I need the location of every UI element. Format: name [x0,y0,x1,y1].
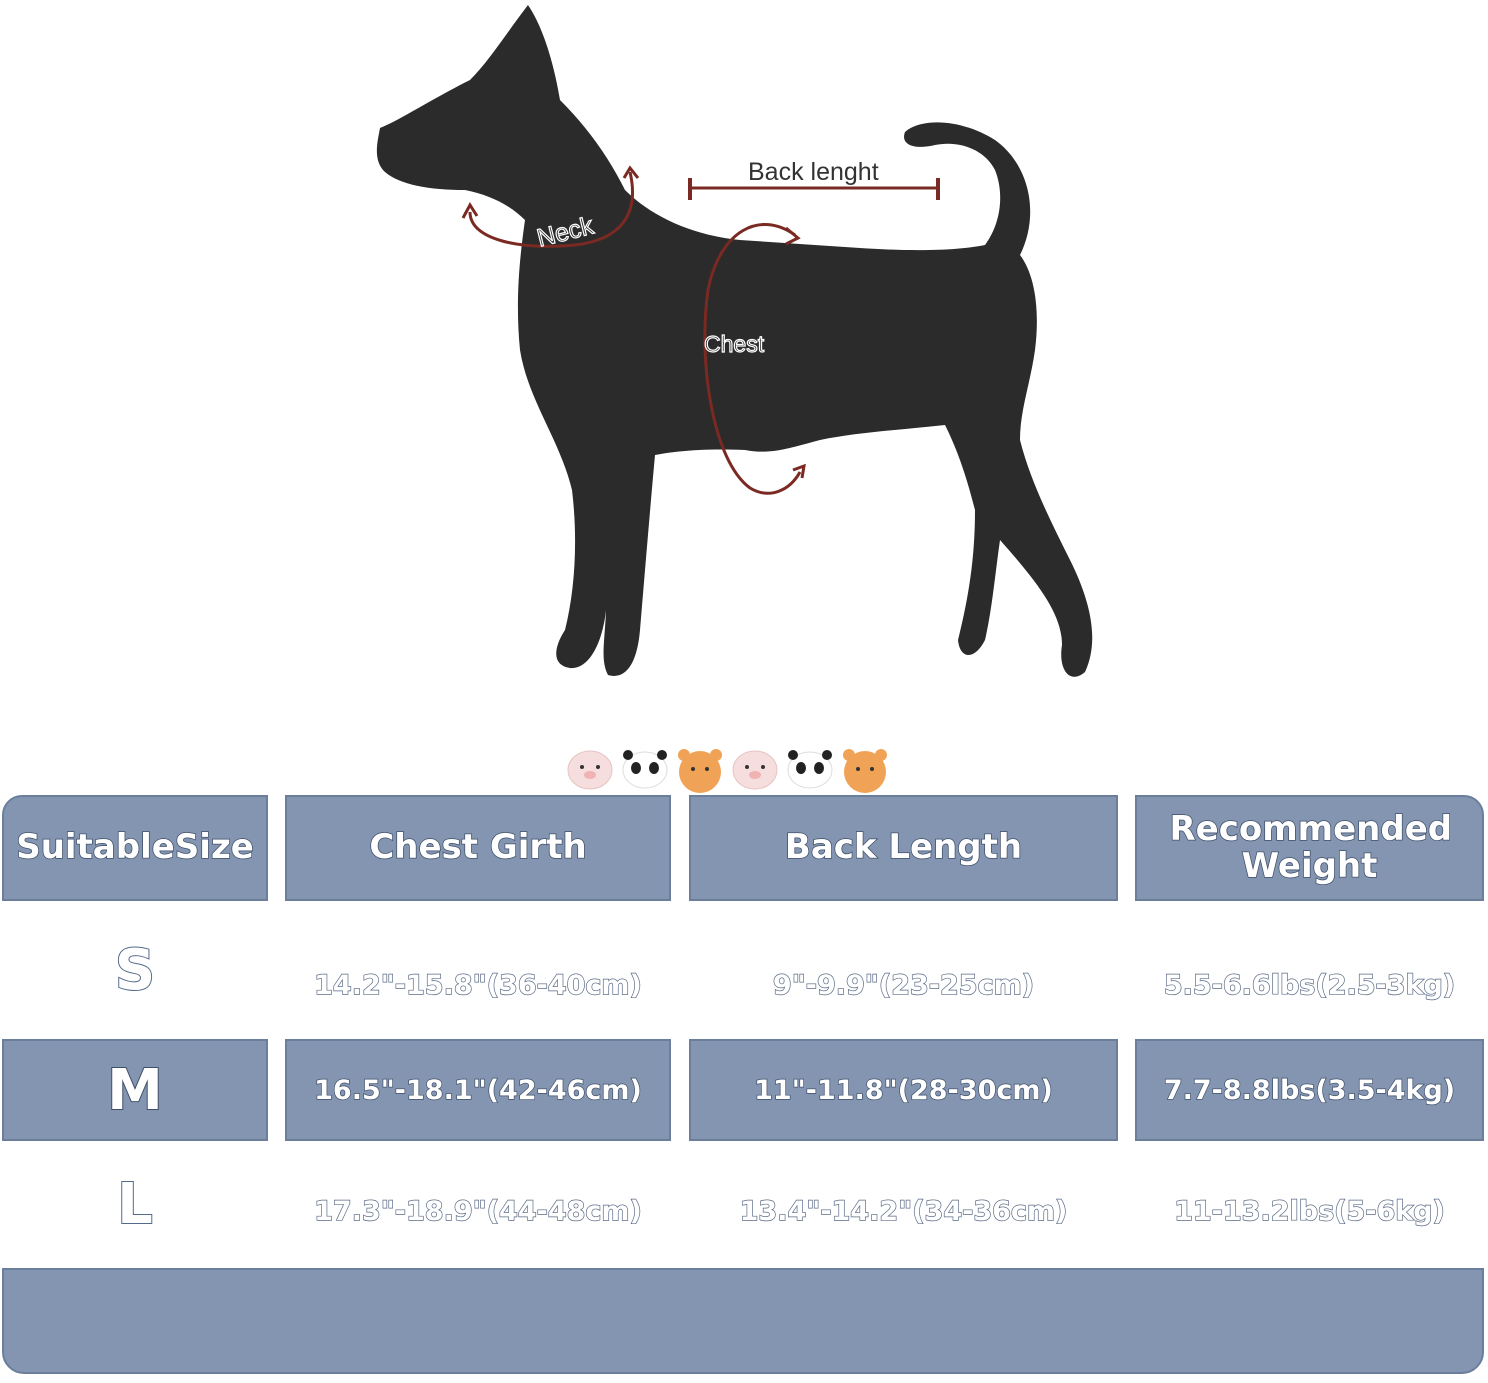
back-length-label: Back lenght [748,158,879,186]
header-recommended-weight-label: Recommended Weight [1169,808,1453,886]
pig-face-icon [733,751,777,789]
row-m-size-cell [2,1039,268,1141]
header-suitable-size-label: SuitableSize [16,827,254,868]
weight-l: 11-13.2lbs(5-6kg) [1174,1196,1445,1227]
row-m-back-cell [689,1039,1118,1141]
back-l: 13.4"-14.2"(34-36cm) [739,1196,1068,1227]
header-back-length-label: Back Length [784,827,1023,868]
chest-s: 14.2"-15.8"(36-40cm) [314,970,642,1001]
size-s: S [114,938,156,1003]
back-m: 11"-11.8"(28-30cm) [754,1074,1053,1106]
pig-face-icon [568,751,612,789]
back-s: 9"-9.9"(23-25cm) [772,970,1035,1001]
chest-label: Chest [704,331,765,357]
row-m-weight-cell [1135,1039,1484,1141]
weight-s: 5.5-6.6lbs(2.5-3kg) [1163,970,1456,1001]
table-footer-bar [2,1268,1484,1374]
row-m-chest-cell [285,1039,671,1141]
panda-face-icon [788,750,832,788]
panda-face-icon [623,750,667,788]
header-chest-girth-label: Chest Girth [369,827,587,868]
neck-label: Neck [534,211,597,253]
chest-m: 16.5"-18.1"(42-46cm) [314,1074,642,1106]
animal-faces-decoration [560,745,900,795]
header-back-length [689,795,1118,901]
header-suitable-size [2,795,268,901]
size-l: L [117,1172,153,1237]
chest-l: 17.3"-18.9"(44-48cm) [314,1196,642,1227]
size-m: M [107,1057,163,1123]
bear-face-icon [678,749,722,793]
header-chest-girth [285,795,671,901]
weight-m: 7.7-8.8lbs(3.5-4kg) [1163,1074,1456,1106]
header-recommended-weight [1135,795,1484,901]
bear-face-icon [843,749,887,793]
